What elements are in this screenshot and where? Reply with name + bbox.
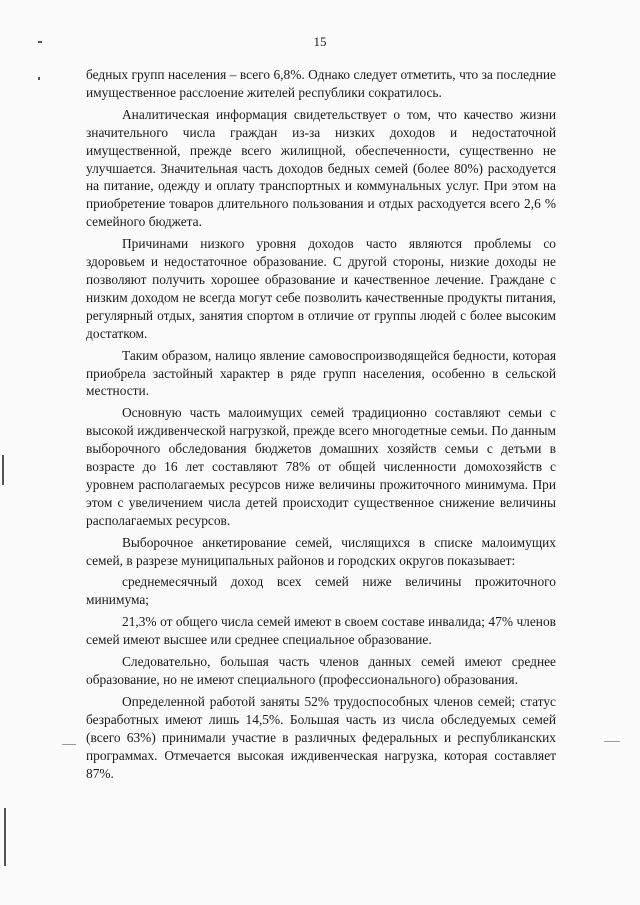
paragraph: Причинами низкого уровня доходов часто являются проблемы со здоровьем и недостаточное образование. С другой стороны, низкие доходы не позволяют получить хорошее образование и качественное лечение. Граждане с низким доходом не всегда могут себе позволить качественные продукты питания, регулярный отдых, занятия спортом в отличие от группы людей с более высоким достатком. — [86, 236, 556, 341]
paragraph: Определенной работой заняты 52% трудоспособных членов семей; статус безработных имеют лишь 14,5%. Большая часть из числа обследуемых семей (всего 63%) принимали участие в различных федеральных и республиканских программах. Отмечается высокая иждивенческая нагрузка, которая составляет 87%. — [86, 693, 556, 781]
scan-mark — [4, 808, 6, 866]
scan-mark — [38, 77, 40, 80]
paragraph: Следовательно, большая часть членов данных семей имеют среднее образование, но не имеют специального (профессионального) образования. — [86, 654, 556, 687]
paragraph: бедных групп населения – всего 6,8%. Однако следует отметить, что за последние имущественное расслоение жителей республики сократилось. — [86, 67, 556, 100]
scan-mark — [604, 741, 620, 742]
document-body — [86, 66, 556, 786]
paragraph: 21,3% от общего числа семей имеют в своем составе инвалида; 47% членов семей имеют высшее или среднее специальное образование. — [86, 614, 556, 648]
scan-mark — [62, 744, 76, 745]
paragraph: Аналитическая информация свидетельствует о том, что качество жизни значительного числа граждан из-за низких доходов и недостаточной имущественной, прежде всего жилищной, обеспеченности, существенно не улучшается. Значительная часть доходов бедных семей (более 80%) расходуется на питание, одежду и оплату транспортных и коммунальных услуг. При этом на приобретение товаров длительного пользования и отдых расходуется всего 2,6 % семейного бюджета. — [86, 106, 556, 230]
scan-mark — [2, 455, 4, 485]
paragraph: Выборочное анкетирование семей, числящихся в списке малоимущих семей, в разрезе муниципальных районов и городских округов показывает: — [86, 534, 556, 568]
paragraph: Таким образом, налицо явление самовоспроизводящейся бедности, которая приобрела застойный характер в ряде групп населения, особенно в сельской местности. — [86, 347, 556, 399]
paragraph: Основную часть малоимущих семей традиционно составляют семьи с высокой иждивенческой нагрузкой, прежде всего многодетные семьи. По данным выборочного обследования бюджетов домашних хозяйств семьи с детьми в возрасте до 16 лет составляют 78% от общей численности домохозяйств с уровнем располагаемых ресурсов ниже величины прожиточного минимума. При этом с увеличением числа детей происходит существенное снижение величины располагаемых ресурсов. — [86, 405, 556, 528]
page-number: 15 — [313, 34, 327, 49]
paragraph: среднемесячный доход всех семей ниже величины прожиточного минимума; — [86, 574, 556, 608]
scan-mark — [38, 41, 42, 43]
